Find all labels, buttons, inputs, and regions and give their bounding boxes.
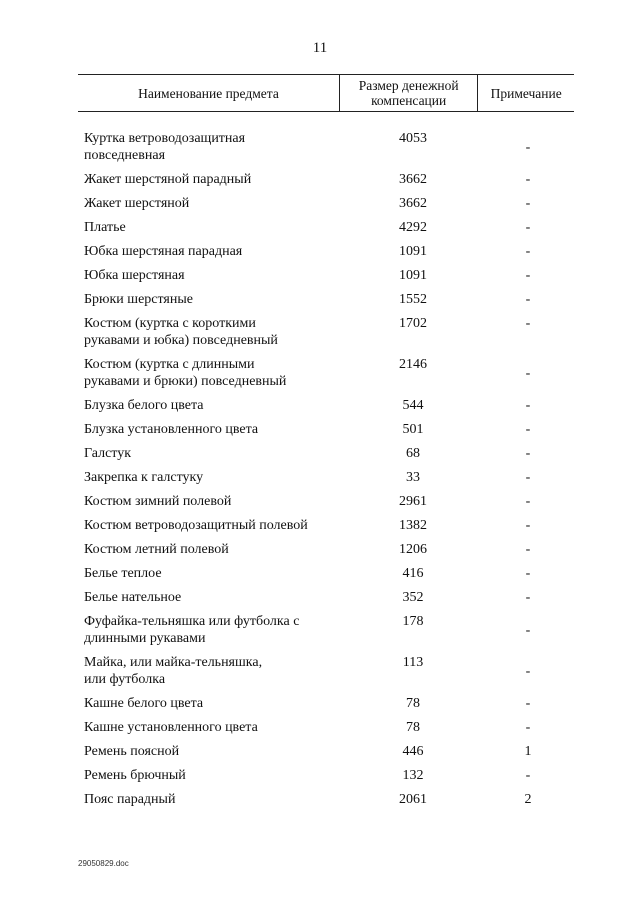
header-name: Наименование предмета — [138, 85, 279, 101]
note-value: - — [525, 196, 531, 211]
item-name-line: Пояс парадный — [84, 792, 176, 807]
compensation-value: 4292 — [399, 220, 427, 235]
note-value: - — [525, 244, 531, 259]
item-name — [78, 421, 344, 445]
compensation-value: 113 — [402, 655, 424, 670]
item-name-line: Ремень поясной — [84, 744, 180, 759]
item-name — [78, 565, 344, 589]
note-value: - — [525, 292, 531, 307]
table-row — [78, 695, 574, 719]
note-value: - — [525, 542, 531, 557]
table-body — [78, 112, 574, 815]
item-name — [78, 219, 344, 243]
note-value: - — [525, 494, 531, 509]
compensation-value: 3662 — [399, 172, 427, 187]
table-row — [78, 589, 574, 613]
compensation-value: 446 — [402, 744, 424, 759]
table-row — [78, 791, 574, 815]
table-row — [78, 469, 574, 493]
compensation-value: 501 — [402, 422, 424, 437]
item-name — [78, 493, 344, 517]
compensation-value: 178 — [402, 614, 424, 629]
item-name — [78, 469, 344, 493]
item-name-line: Куртка ветроводозащитная — [84, 131, 246, 146]
table-row — [78, 445, 574, 469]
compensation-value: 1702 — [399, 316, 427, 331]
table-row — [78, 171, 574, 195]
compensation-value: 544 — [402, 398, 424, 413]
item-name-line: Костюм зимний полевой — [84, 494, 232, 509]
item-name-line: рукавами и юбка) повседневный — [84, 333, 278, 348]
item-name — [78, 445, 344, 469]
table-row — [78, 613, 574, 654]
table-row — [78, 719, 574, 743]
note-value: - — [525, 470, 531, 485]
item-name — [78, 130, 344, 171]
table-row — [78, 541, 574, 565]
table-row — [78, 493, 574, 517]
compensation-table — [78, 74, 574, 815]
item-name-line: длинными рукавами — [84, 631, 206, 646]
note-value: - — [525, 768, 531, 783]
note-value: - — [525, 720, 531, 735]
compensation-value: 78 — [406, 696, 420, 711]
table-header — [78, 74, 574, 112]
item-name-line: Ремень брючный — [84, 768, 186, 783]
header-compensation — [339, 75, 478, 111]
item-name — [78, 719, 344, 743]
table-row — [78, 421, 574, 445]
header-compensation-line1: Размер денежной — [358, 78, 459, 93]
page-number: 11 — [312, 40, 328, 56]
item-name-line: Костюм (куртка с короткими — [84, 316, 256, 331]
note-value: - — [525, 398, 531, 413]
table-row — [78, 243, 574, 267]
item-name-line: Юбка шерстяная парадная — [84, 244, 243, 259]
item-name — [78, 654, 344, 695]
note-value: - — [525, 664, 531, 679]
item-name-line: Фуфайка-тельняшка или футболка с — [84, 614, 300, 629]
item-name-line: Майка, или майка-тельняшка, — [84, 655, 263, 670]
compensation-value: 3662 — [399, 196, 427, 211]
item-name — [78, 613, 344, 654]
item-name — [78, 195, 344, 219]
item-name — [78, 171, 344, 195]
compensation-value: 2061 — [399, 792, 427, 807]
item-name — [78, 243, 344, 267]
compensation-value: 2961 — [399, 494, 427, 509]
compensation-value: 4053 — [399, 131, 427, 146]
item-name-line: Белье теплое — [84, 566, 162, 581]
note-value: 2 — [524, 792, 532, 807]
note-value: - — [525, 696, 531, 711]
item-name-line: Жакет шерстяной парадный — [84, 172, 252, 187]
document-filename: 29050829.doc — [78, 859, 129, 868]
note-value: - — [525, 446, 531, 461]
table-row — [78, 397, 574, 421]
item-name — [78, 589, 344, 613]
item-name — [78, 695, 344, 719]
compensation-value: 1091 — [399, 268, 427, 283]
item-name — [78, 791, 344, 815]
note-value: - — [525, 316, 531, 331]
item-name-line: Белье нательное — [84, 590, 182, 605]
item-name — [78, 291, 344, 315]
compensation-value: 1552 — [399, 292, 427, 307]
table-row — [78, 219, 574, 243]
note-value: - — [525, 220, 531, 235]
item-name-line: Закрепка к галстуку — [84, 470, 204, 485]
note-value: 1 — [524, 744, 532, 759]
table-row — [78, 130, 574, 171]
item-name-line: повседневная — [84, 148, 166, 163]
item-name-line: Брюки шерстяные — [84, 292, 193, 307]
item-name-line: Жакет шерстяной — [84, 196, 190, 211]
header-compensation-line2: компенсации — [371, 93, 447, 108]
compensation-value: 33 — [406, 470, 420, 485]
compensation-value: 78 — [406, 720, 420, 735]
item-name-line: Костюм ветроводозащитный полевой — [84, 518, 308, 533]
compensation-value: 352 — [402, 590, 424, 605]
compensation-value: 416 — [402, 566, 424, 581]
item-name — [78, 356, 344, 397]
compensation-value: 1382 — [399, 518, 427, 533]
item-name — [78, 541, 344, 565]
item-name — [78, 743, 344, 767]
item-name-line: Галстук — [84, 446, 132, 461]
item-name-line: Платье — [84, 220, 126, 235]
note-value: - — [525, 268, 531, 283]
item-name-line: Кашне установленного цвета — [84, 720, 258, 735]
item-name — [78, 315, 344, 356]
table-row — [78, 565, 574, 589]
note-value: - — [525, 623, 531, 638]
table-row — [78, 517, 574, 541]
item-name-line: Кашне белого цвета — [84, 696, 204, 711]
compensation-value: 132 — [402, 768, 424, 783]
note-value: - — [525, 422, 531, 437]
header-note: Примечание — [490, 85, 562, 101]
table-row — [78, 356, 574, 397]
note-value: - — [525, 518, 531, 533]
item-name — [78, 767, 344, 791]
item-name-line: Костюм летний полевой — [84, 542, 229, 557]
item-name-line: или футболка — [84, 672, 166, 687]
table-row — [78, 767, 574, 791]
table-row — [78, 267, 574, 291]
compensation-value: 1091 — [399, 244, 427, 259]
item-name — [78, 397, 344, 421]
item-name-line: Блузка установленного цвета — [84, 422, 259, 437]
table-row — [78, 315, 574, 356]
note-value: - — [525, 172, 531, 187]
compensation-value: 68 — [406, 446, 420, 461]
note-value: - — [525, 366, 531, 381]
item-name-line: Юбка шерстяная — [84, 268, 185, 283]
item-name-line: Костюм (куртка с длинными — [84, 357, 255, 372]
item-name-line: рукавами и брюки) повседневный — [84, 374, 287, 389]
compensation-value: 2146 — [399, 357, 427, 372]
note-value: - — [525, 566, 531, 581]
note-value: - — [525, 590, 531, 605]
table-row — [78, 291, 574, 315]
table-row — [78, 743, 574, 767]
note-value: - — [525, 140, 531, 155]
compensation-value: 1206 — [399, 542, 427, 557]
item-name — [78, 517, 344, 541]
item-name-line: Блузка белого цвета — [84, 398, 204, 413]
table-row — [78, 654, 574, 695]
table-row — [78, 195, 574, 219]
item-name — [78, 267, 344, 291]
